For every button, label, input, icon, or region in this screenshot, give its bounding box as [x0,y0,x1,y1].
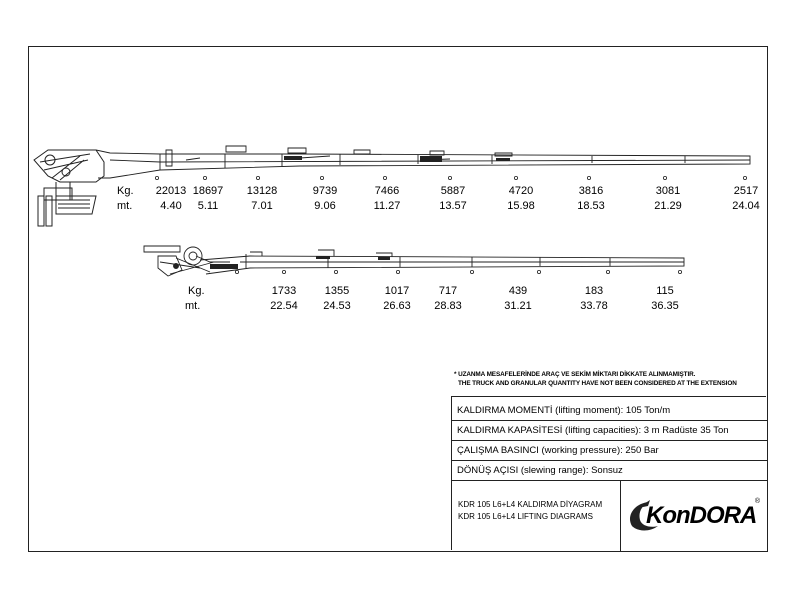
d1-mt-label: mt. [117,200,133,212]
d1-kg-value: 22013 [155,185,187,197]
d2-mt-value: 33.78 [580,300,608,312]
d1-mt-value: 18.53 [577,200,605,212]
d2-mt-value: 31.21 [504,300,532,312]
model-title-tr: KDR 105 L6+L4 KALDIRMA DİYAGRAM [458,500,603,509]
d2-kg-value: 1733 [271,285,297,297]
d1-mt-value: 5.11 [197,200,219,212]
d1-kg-value: 3081 [655,185,681,197]
d2-kg-value: 183 [584,285,604,297]
d2-mt-value: 28.83 [434,300,462,312]
crane2-base [144,246,230,276]
d2-kg-value: 717 [438,285,458,297]
model-divider [620,481,621,551]
model-title-en: KDR 105 L6+L4 LIFTING DIAGRAMS [458,512,593,521]
d1-mt-value: 7.01 [251,200,273,212]
d1-mt-value: 24.04 [732,200,760,212]
spec-divider [452,460,767,461]
spec-divider [452,420,767,421]
kondora-logo [624,498,760,534]
d1-mt-value: 9.06 [314,200,336,212]
crane1-boom [96,146,750,178]
d1-kg-value: 7466 [374,185,400,197]
spec-slewing-range: DÖNÜŞ AÇISI (slewing range): Sonsuz [457,465,623,476]
spec-divider [452,480,767,481]
d1-kg-value: 2517 [733,185,759,197]
d2-mt-value: 24.53 [323,300,351,312]
d2-mt-value: 22.54 [270,300,298,312]
spec-lifting-moment: KALDIRMA MOMENTİ (lifting moment): 105 Ton/m [457,405,671,416]
note-turkish: * UZANMA MESAFELERİNDE ARAÇ VE SEKİM MİKTARI DİKKATE ALINMAMIŞTIR. [454,371,696,378]
kondora-logo-text: KonDORA [646,502,757,529]
d1-kg-value: 5887 [440,185,466,197]
crane2-boom [200,250,684,274]
note-english: THE TRUCK AND GRANULAR QUANTITY HAVE NOT BEEN CONSIDERED AT THE EXTENSION [458,380,737,387]
d1-kg-value: 13128 [246,185,278,197]
d2-kg-value: 1017 [384,285,410,297]
crane1-base [34,150,104,226]
d1-kg-value: 9739 [312,185,338,197]
crane2-load-points [235,270,681,273]
d2-mt-value: 26.63 [383,300,411,312]
registered-mark: ® [754,498,760,505]
d1-kg-label: Kg. [117,185,134,197]
d1-mt-value: 21.29 [654,200,682,212]
d2-kg-value: 115 [656,285,674,297]
d1-kg-value: 3816 [578,185,604,197]
spec-lifting-capacity: KALDIRMA KAPASİTESİ (lifting capacities): 3 m Radüste 35 Ton [457,425,729,436]
d2-kg-value: 439 [508,285,528,297]
d1-kg-value: 18697 [192,185,224,197]
spec-table [451,396,766,550]
d2-kg-label: Kg. [188,285,205,297]
spec-divider [452,440,767,441]
d1-mt-value: 4.40 [160,200,182,212]
d2-mt-label: mt. [185,300,201,312]
d1-kg-value: 4720 [508,185,534,197]
spec-working-pressure: ÇALIŞMA BASINCI (working pressure): 250 Bar [457,445,659,456]
crane1-load-points [155,176,746,179]
d1-mt-value: 13.57 [439,200,467,212]
d1-mt-value: 15.98 [507,200,535,212]
d1-mt-value: 11.27 [373,200,401,212]
d2-kg-value: 1355 [324,285,350,297]
d2-mt-value: 36.35 [651,300,679,312]
